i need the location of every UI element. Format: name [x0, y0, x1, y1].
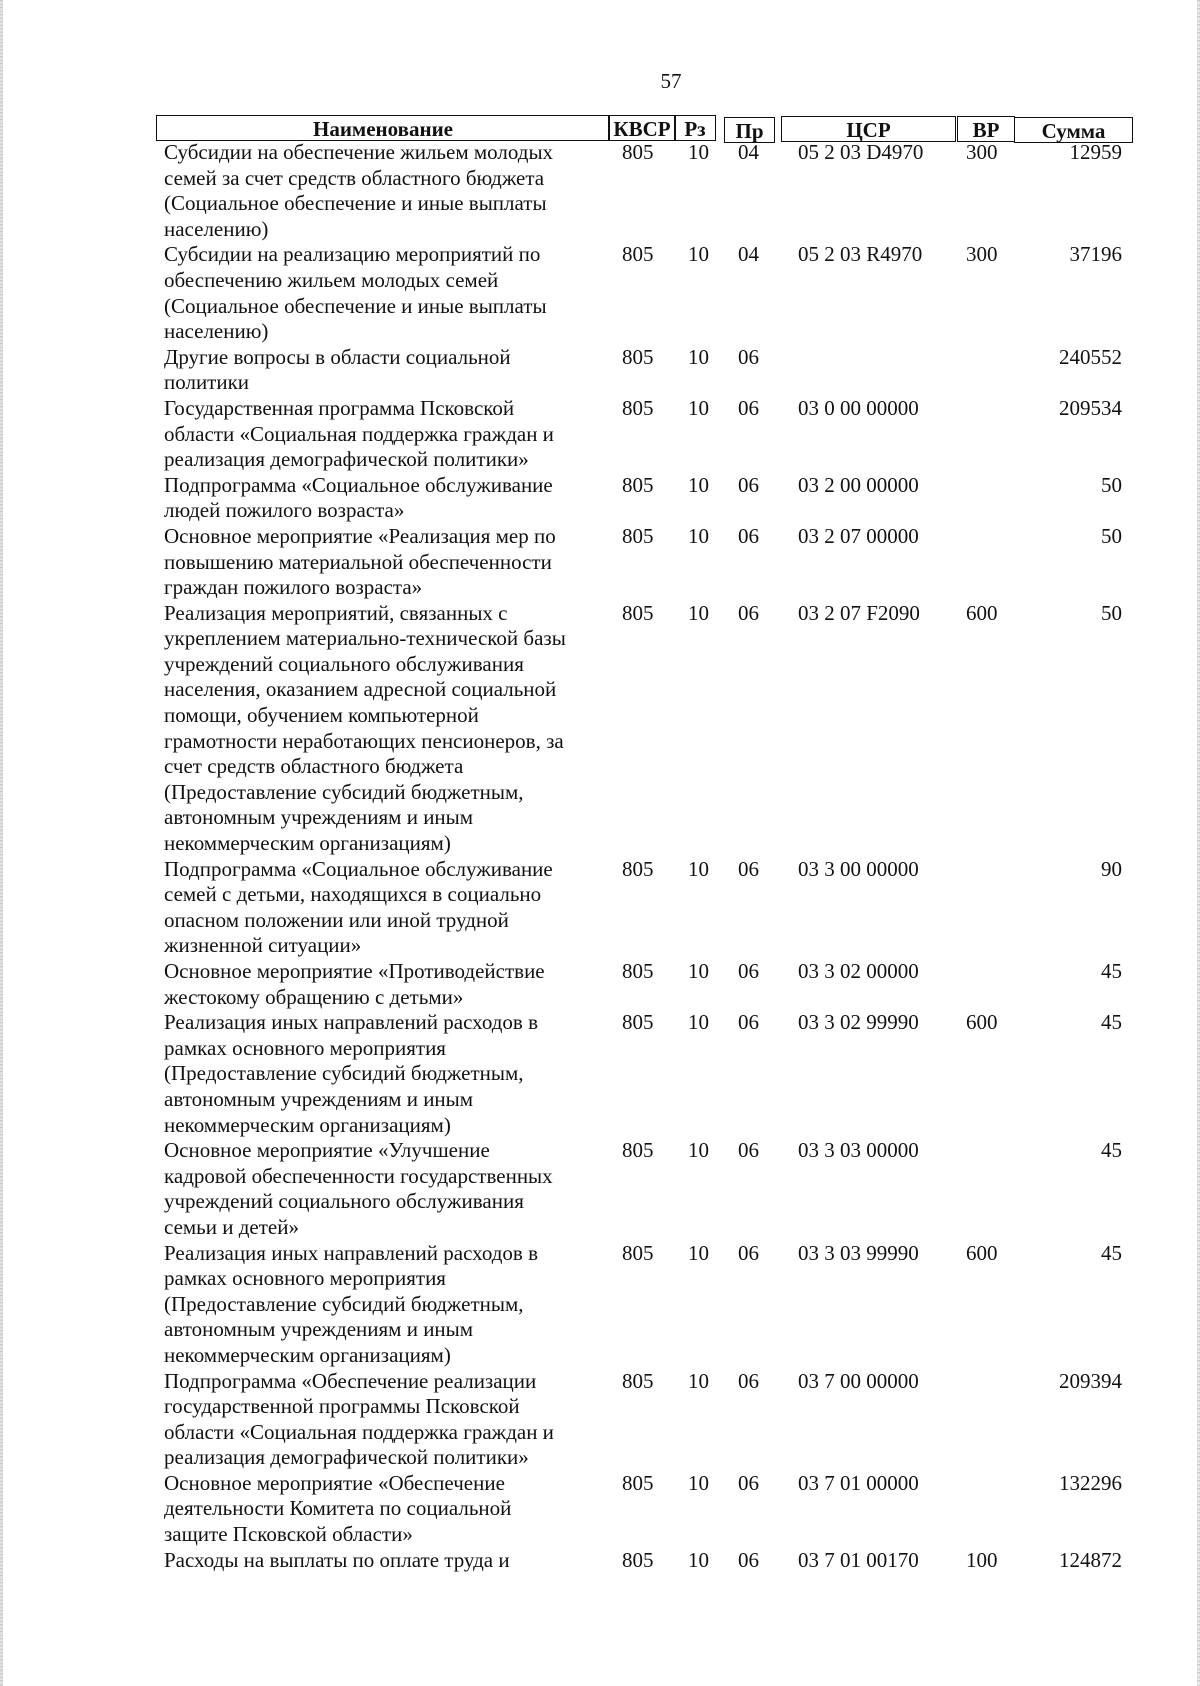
row-name-line: (Предоставление субсидий бюджетным,	[164, 1291, 524, 1316]
row-csr: 03 7 01 00000	[798, 1470, 919, 1495]
row-name-line: Подпрограмма «Социальное обслуживание	[164, 856, 553, 881]
row-name-line: рамках основного мероприятия	[164, 1035, 446, 1060]
row-sum: 132296	[1059, 1470, 1122, 1495]
row-name-line: жизненной ситуации»	[164, 933, 362, 958]
row-name-line: Субсидии на обеспечение жильем молодых	[164, 140, 554, 164]
row-name-line: учреждений социального обслуживания	[164, 1189, 524, 1214]
row-pr: 06	[738, 1138, 759, 1163]
row-pr: 04	[738, 242, 759, 267]
row-kvsr: 805	[622, 959, 654, 983]
row-name-line: реализация демографической политики»	[164, 1445, 529, 1470]
table-row	[156, 1369, 1133, 1471]
row-name-line: помощи, обучением компьютерной	[164, 703, 479, 728]
row-kvsr: 805	[622, 395, 654, 420]
row-pr: 06	[738, 1470, 759, 1495]
row-name	[156, 601, 584, 857]
row-name-line: некоммерческим организациям)	[164, 1342, 451, 1367]
row-name	[156, 1548, 584, 1574]
row-rz: 10	[688, 523, 709, 548]
row-vr: 300	[966, 242, 998, 267]
row-sum: 240552	[1059, 344, 1122, 369]
row-kvsr: 805	[622, 1240, 654, 1265]
row-name	[156, 1369, 584, 1471]
row-sum: 90	[1101, 856, 1122, 881]
row-pr: 06	[738, 395, 759, 420]
row-kvsr: 805	[622, 523, 654, 548]
row-csr: 03 2 07 F2090	[798, 600, 920, 625]
row-csr: 03 7 01 00170	[798, 1547, 919, 1572]
table-row	[156, 1010, 1133, 1138]
row-rz: 10	[688, 856, 709, 881]
row-name-line: населению)	[164, 216, 269, 241]
row-name	[156, 242, 584, 344]
table-row	[156, 140, 1133, 242]
row-csr: 03 3 03 00000	[798, 1138, 919, 1163]
row-pr: 06	[738, 1547, 759, 1572]
row-name	[156, 857, 584, 959]
row-kvsr: 805	[622, 140, 654, 164]
row-name-line: семей с детьми, находящихся в социально	[164, 882, 542, 907]
row-name-line: автономным учреждениям и иным	[164, 1317, 474, 1342]
row-rz: 10	[688, 1368, 709, 1393]
table-row	[156, 959, 1133, 1010]
row-name-line: рамках основного мероприятия	[164, 1266, 446, 1291]
row-name	[156, 959, 584, 1010]
row-sum: 209534	[1059, 395, 1122, 420]
row-sum: 45	[1101, 1240, 1122, 1265]
row-csr: 03 0 00 00000	[798, 395, 919, 420]
row-kvsr: 805	[622, 1010, 654, 1035]
row-name-line: семьи и детей»	[164, 1214, 299, 1239]
table-row	[156, 1471, 1133, 1548]
row-vr: 600	[966, 600, 998, 625]
row-name-line: (Предоставление субсидий бюджетным,	[164, 1061, 524, 1086]
row-name-line: Основное мероприятие «Обеспечение	[164, 1470, 505, 1495]
row-kvsr: 805	[622, 1138, 654, 1163]
row-csr: 03 3 02 99990	[798, 1010, 919, 1035]
row-name-line: Расходы на выплаты по оплате труда и	[164, 1547, 510, 1572]
row-rz: 10	[688, 1547, 709, 1572]
header-csr: ЦСР	[781, 116, 956, 142]
row-csr: 03 3 02 00000	[798, 959, 919, 983]
row-rz: 10	[688, 959, 709, 983]
row-name-line: Государственная программа Псковской	[164, 395, 515, 420]
row-kvsr: 805	[622, 1547, 654, 1572]
row-rz: 10	[688, 1010, 709, 1035]
row-kvsr: 805	[622, 600, 654, 625]
row-rz: 10	[688, 395, 709, 420]
table-row	[156, 857, 1133, 959]
row-name-line: Субсидии на реализацию мероприятий по	[164, 242, 541, 267]
row-sum: 50	[1101, 472, 1122, 497]
row-csr: 05 2 03 D4970	[798, 140, 924, 164]
row-pr: 06	[738, 1368, 759, 1393]
header-vr: ВР	[957, 116, 1015, 142]
table-row	[156, 345, 1133, 396]
row-csr: 03 7 00 00000	[798, 1368, 919, 1393]
table-header	[156, 115, 1133, 143]
header-name: Наименование	[156, 115, 610, 141]
row-sum: 50	[1101, 600, 1122, 625]
row-sum: 45	[1101, 959, 1122, 983]
row-kvsr: 805	[622, 856, 654, 881]
row-name-line: опасном положении или иной трудной	[164, 907, 509, 932]
scan-edge-left	[0, 0, 3, 1686]
row-name-line: повышению материальной обеспеченности	[164, 549, 552, 574]
table-row	[156, 524, 1133, 601]
row-pr: 06	[738, 959, 759, 983]
row-rz: 10	[688, 1240, 709, 1265]
table-row	[156, 396, 1133, 473]
row-name-line: учреждений социального обслуживания	[164, 651, 524, 676]
row-rz: 10	[688, 344, 709, 369]
row-name-line: населению)	[164, 319, 269, 344]
row-kvsr: 805	[622, 1470, 654, 1495]
row-csr: 05 2 03 R4970	[798, 242, 923, 267]
row-csr: 03 3 03 99990	[798, 1240, 919, 1265]
row-name-line: граждан пожилого возраста»	[164, 575, 423, 600]
row-name-line: политики	[164, 370, 250, 395]
row-name-line: обеспечению жильем молодых семей	[164, 267, 499, 292]
row-vr: 100	[966, 1547, 998, 1572]
row-pr: 06	[738, 472, 759, 497]
row-name	[156, 1138, 584, 1240]
table-row	[156, 473, 1133, 524]
row-name-line: жестокому обращению с детьми»	[164, 984, 464, 1009]
row-name-line: деятельности Комитета по социальной	[164, 1496, 512, 1521]
row-pr: 06	[738, 344, 759, 369]
row-vr: 300	[966, 140, 998, 164]
row-rz: 10	[688, 600, 709, 625]
row-name-line: (Социальное обеспечение и иные выплаты	[164, 293, 547, 318]
row-name-line: Подпрограмма «Социальное обслуживание	[164, 472, 553, 497]
page-number: 57	[660, 69, 682, 93]
row-sum: 124872	[1059, 1547, 1122, 1572]
row-rz: 10	[688, 242, 709, 267]
row-sum: 45	[1101, 1138, 1122, 1163]
row-name-line: государственной программы Псковской	[164, 1394, 520, 1419]
row-name	[156, 1471, 584, 1548]
row-name-line: некоммерческим организациям)	[164, 831, 451, 856]
row-sum: 37196	[1069, 242, 1122, 267]
row-name-line: Реализация иных направлений расходов в	[164, 1240, 539, 1265]
row-name	[156, 140, 584, 242]
row-pr: 06	[738, 600, 759, 625]
row-name-line: Реализация мероприятий, связанных с	[164, 600, 508, 625]
row-name-line: Подпрограмма «Обеспечение реализации	[164, 1368, 537, 1393]
row-name-line: реализация демографической политики»	[164, 447, 529, 472]
row-name-line: грамотности неработающих пенсионеров, за	[164, 728, 564, 753]
row-name-line: защите Псковской области»	[164, 1522, 413, 1547]
table-row	[156, 1138, 1133, 1240]
row-pr: 06	[738, 1240, 759, 1265]
row-rz: 10	[688, 1470, 709, 1495]
row-name	[156, 1241, 584, 1369]
row-pr: 04	[738, 140, 759, 164]
row-csr: 03 2 07 00000	[798, 523, 919, 548]
row-sum: 45	[1101, 1010, 1122, 1035]
table-row	[156, 242, 1133, 344]
row-name-line: (Предоставление субсидий бюджетным,	[164, 779, 524, 804]
row-vr: 600	[966, 1240, 998, 1265]
row-name	[156, 345, 584, 396]
header-sum: Сумма	[1014, 117, 1133, 143]
row-rz: 10	[688, 1138, 709, 1163]
row-vr: 600	[966, 1010, 998, 1035]
row-kvsr: 805	[622, 344, 654, 369]
row-pr: 06	[738, 523, 759, 548]
row-name-line: семей за счет средств областного бюджета	[164, 165, 545, 190]
row-sum: 209394	[1059, 1368, 1122, 1393]
row-rz: 10	[688, 140, 709, 164]
row-kvsr: 805	[622, 1368, 654, 1393]
row-name-line: Основное мероприятие «Противодействие	[164, 959, 545, 983]
row-name	[156, 473, 584, 524]
row-name-line: области «Социальная поддержка граждан и	[164, 421, 554, 446]
table-row	[156, 601, 1133, 857]
row-name-line: укреплением материально-технической базы	[164, 626, 566, 651]
table-row	[156, 1548, 1133, 1574]
row-sum: 12959	[1069, 140, 1122, 164]
row-name-line: Реализация иных направлений расходов в	[164, 1010, 539, 1035]
header-pr: Пр	[724, 117, 775, 143]
table-row	[156, 1241, 1133, 1369]
row-pr: 06	[738, 856, 759, 881]
row-name	[156, 1010, 584, 1138]
row-name-line: (Социальное обеспечение и иные выплаты	[164, 191, 547, 216]
row-sum: 50	[1101, 523, 1122, 548]
row-kvsr: 805	[622, 472, 654, 497]
row-rz: 10	[688, 472, 709, 497]
row-name-line: области «Социальная поддержка граждан и	[164, 1419, 554, 1444]
budget-rows	[156, 140, 1133, 1573]
row-name-line: Другие вопросы в области социальной	[164, 344, 511, 369]
row-name-line: кадровой обеспеченности государственных	[164, 1163, 553, 1188]
row-name-line: Основное мероприятие «Реализация мер по	[164, 523, 556, 548]
header-rz: Рз	[674, 115, 716, 141]
row-csr: 03 2 00 00000	[798, 472, 919, 497]
row-name-line: счет средств областного бюджета	[164, 754, 464, 779]
header-kvsr: КВСР	[608, 115, 676, 141]
row-name-line: людей пожилого возраста»	[164, 498, 405, 523]
row-name-line: некоммерческим организациям)	[164, 1112, 451, 1137]
row-name-line: автономным учреждениям и иным	[164, 1086, 474, 1111]
row-name-line: Основное мероприятие «Улучшение	[164, 1138, 490, 1163]
row-name	[156, 524, 584, 601]
row-name	[156, 396, 584, 473]
row-kvsr: 805	[622, 242, 654, 267]
row-name-line: автономным учреждениям и иным	[164, 805, 474, 830]
row-pr: 06	[738, 1010, 759, 1035]
row-csr: 03 3 00 00000	[798, 856, 919, 881]
row-name-line: населения, оказанием адресной социальной	[164, 677, 557, 702]
